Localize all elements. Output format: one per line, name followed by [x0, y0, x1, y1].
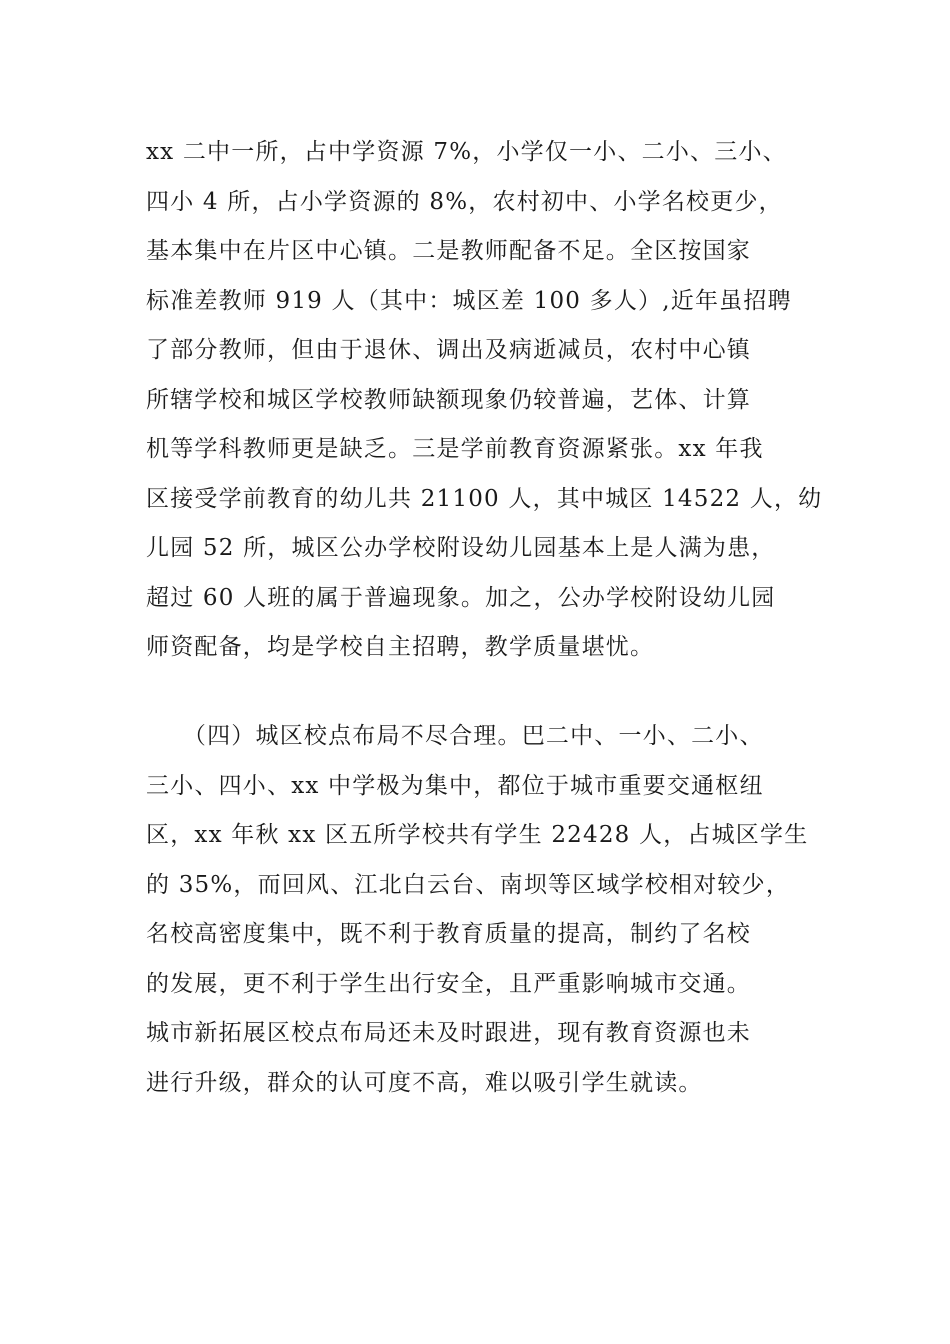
- text-line: 基本集中在片区中心镇。二是教师配备不足。全区按国家: [146, 238, 751, 264]
- text-line: 进行升级，群众的认可度不高，难以吸引学生就读。: [146, 1069, 703, 1096]
- text-line: 区，xx 年秋 xx 区五所学校共有学生 22428 人，占城区学生: [146, 822, 809, 848]
- text-line: 三小、四小、xx 中学极为集中，都位于城市重要交通枢纽: [146, 772, 764, 799]
- paragraph-school-layout: [146, 712, 808, 1108]
- text-line: 机等学科教师更是缺乏。三是学前教育资源紧张。xx 年我: [146, 436, 764, 462]
- text-line: xx 二中一所，占中学资源 7%，小学仅一小、二小、三小、: [146, 139, 787, 165]
- text-line: 城市新拓展区校点布局还未及时跟进，现有教育资源也未: [146, 1020, 751, 1046]
- text-line: 儿园 52 所，城区公办学校附设幼儿园基本上是人满为患，: [146, 535, 776, 561]
- text-line: 区接受学前教育的幼儿共 21100 人，其中城区 14522 人，幼: [146, 485, 823, 512]
- text-line: 四小 4 所，占小学资源的 8%，农村初中、小学名校更少，: [146, 188, 783, 215]
- text-line: 所辖学校和城区学校教师缺额现象仍较普遍，艺体、计算: [146, 386, 751, 413]
- text-line: （四）城区校点布局不尽合理。巴二中、一小、二小、: [146, 723, 764, 749]
- text-line: 标准差教师 919 人（其中：城区差 100 多人）,近年虽招聘: [146, 287, 792, 314]
- text-line: 师资配备，均是学校自主招聘，教学质量堪忧。: [146, 634, 655, 660]
- text-line: 了部分教师，但由于退休、调出及病逝减员，农村中心镇: [146, 337, 751, 363]
- paragraph-education-resources: [146, 128, 823, 673]
- text-line: 的 35%，而回风、江北白云台、南坝等区域学校相对较少，: [146, 871, 791, 898]
- text-line: 超过 60 人班的属于普遍现象。加之，公办学校附设幼儿园: [146, 584, 776, 611]
- text-line: 名校高密度集中，既不利于教育质量的提高，制约了名校: [146, 921, 751, 947]
- text-line: 的发展，更不利于学生出行安全，且严重影响城市交通。: [146, 970, 751, 997]
